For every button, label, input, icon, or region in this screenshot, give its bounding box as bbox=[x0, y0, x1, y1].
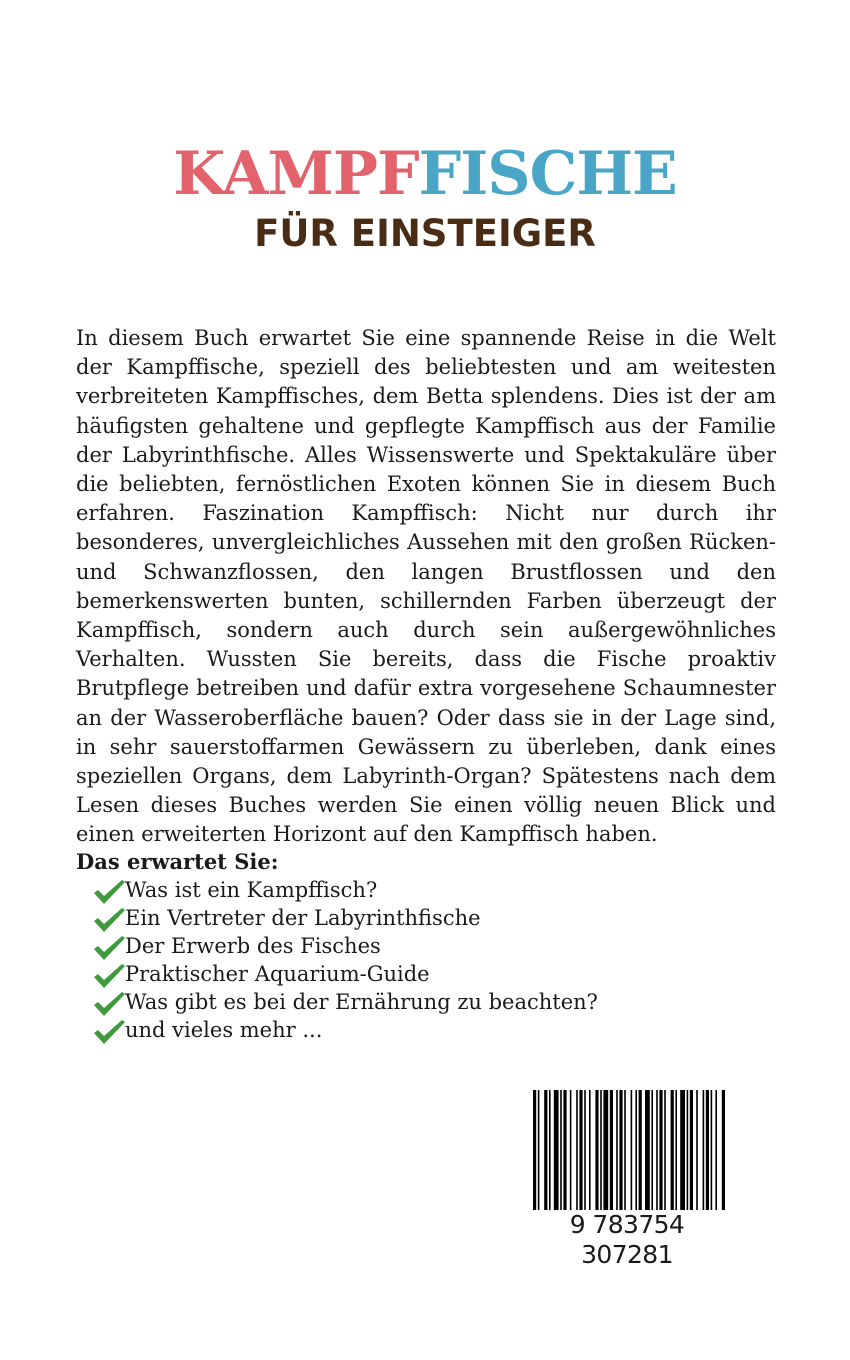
isbn-number: 9 783754 307281 bbox=[524, 1210, 730, 1270]
features-list bbox=[76, 876, 776, 1044]
features-section bbox=[76, 848, 776, 1044]
check-icon bbox=[92, 906, 126, 934]
feature-text: und vieles mehr ... bbox=[125, 1018, 323, 1042]
list-item bbox=[76, 988, 776, 1016]
feature-text: Der Erwerb des Fisches bbox=[125, 934, 381, 958]
features-heading: Das erwartet Sie: bbox=[76, 849, 279, 874]
title-part-kampf: KAMPF bbox=[173, 139, 419, 209]
check-icon bbox=[92, 934, 126, 962]
check-icon bbox=[92, 990, 126, 1018]
check-icon bbox=[92, 1018, 126, 1046]
feature-text: Ein Vertreter der Labyrinthfische bbox=[125, 906, 481, 930]
book-title bbox=[0, 138, 850, 210]
list-item bbox=[76, 932, 776, 960]
check-icon bbox=[92, 878, 126, 906]
feature-text: Praktischer Aquarium-Guide bbox=[125, 962, 430, 986]
title-part-fische: FISCHE bbox=[418, 139, 677, 209]
list-item bbox=[76, 960, 776, 988]
list-item bbox=[76, 1016, 776, 1044]
feature-text: Was gibt es bei der Ernährung zu beachten? bbox=[125, 990, 598, 1014]
book-subtitle: FÜR EINSTEIGER bbox=[254, 212, 596, 255]
list-item bbox=[76, 876, 776, 904]
title-block bbox=[0, 138, 850, 256]
book-description: In diesem Buch erwartet Sie eine spannende Reise in die Welt der Kampffische, speziell des beliebtesten und am weitesten verbreiteten Kampffisches, dem Betta splendens. Dies ist der am häufigsten gehaltene und gepflegte Kampffisch aus der Familie der Labyrinthfische. Alles Wissenswerte und Spektakuläre über die beliebten, fernöstlichen Exoten können Sie in diesem Buch erfahren. Faszination Kampffisch: Nicht nur durch ihr besonderes, unvergleichliches Aussehen mit den großen Rücken- und Schwanzflossen, den langen Brustflossen und den bemerkenswerten bunten, schillernden Farben überzeugt der Kampffisch, sondern auch durch sein außergewöhnliches Verhalten. Wussten Sie bereits, dass die Fische proaktiv Brutpflege betreiben und dafür extra vorgesehene Schaumnester an der Wasseroberfläche bauen? Oder dass sie in der Lage sind, in sehr sauerstoffarmen Gewässern zu überleben, dank eines speziellen Organs, dem Labyrinth-Organ? Spätestens nach dem Lesen dieses Buches werden Sie einen völlig neuen Blick und einen erweiterten Horizont auf den Kampffisch haben. bbox=[76, 326, 776, 847]
check-icon bbox=[92, 962, 126, 990]
feature-text: Was ist ein Kampffisch? bbox=[125, 878, 378, 902]
list-item bbox=[76, 904, 776, 932]
